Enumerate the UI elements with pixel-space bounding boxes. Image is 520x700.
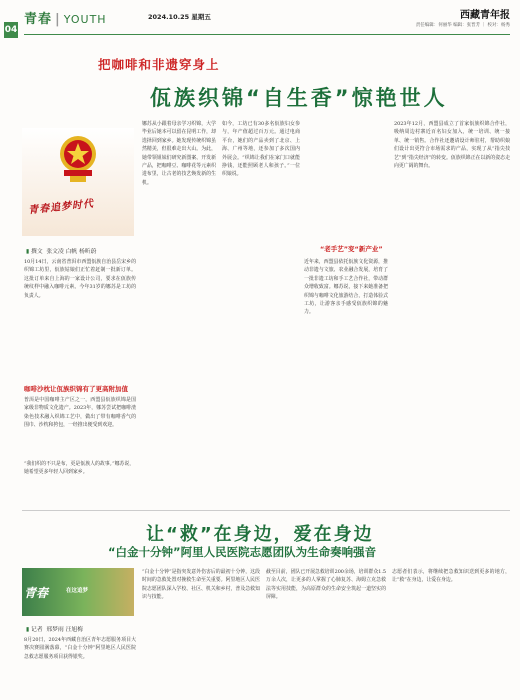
article1-subhead-2: “老手艺”变“新产业”	[320, 245, 383, 253]
byline-role: 记者	[31, 627, 43, 633]
article1-column-2: 娜苏从小跟着母亲学习织锦，大学毕业后她本可以留在昆明工作，却选择回到家乡。她发现传统织锦虽然精美，但很难走出大山。为此，她带领姐妹们研究新图案、开发新产品，把咖啡豆、咖啡花等元素织进布里，让古老的技艺焕发新的生机。	[142, 121, 216, 186]
article2-subheadline: “白金十分钟”阿里人民医院志愿团队为生命奏响强音	[108, 545, 377, 559]
page-number: 04	[4, 22, 18, 38]
article2-column-2: “白金十分钟”是指突发意外伤害后的最初十分钟，这段时间的急救处置对挽救生命至关重要。阿里地区人民医院志愿团队深入学校、社区、机关和乡村，普及急救知识与技能。	[142, 569, 260, 601]
photo-caption-sub: 在这追梦	[66, 588, 89, 594]
article1-subhead-1: 咖啡沙枕让佤族织锦有了更高附加值	[24, 385, 128, 393]
article2-column-4: 志愿者们表示，将继续把急救知识送到更多的地方，让“救”在身边，让爱在身边。	[392, 569, 510, 584]
photo-caption-title: 青春	[24, 586, 49, 600]
article1-column-1b: 普洱是中国咖啡主产区之一，西盟县佤族织锦是国家级非物质文化遗产。2023年，娜苏尝试把咖啡渣染色技术融入织锦工艺中，做出了带有咖啡香气的围巾、沙枕和挎包，一经推出便受到欢迎。	[24, 397, 136, 429]
article2-column-1: 8月20日，2024年西藏自治区青年志愿服务项目大赛决赛圆满落幕，“白金十分钟”阿里地区人民医院急救志愿服务项目获得银奖。	[24, 637, 136, 660]
section-name-en: YOUTH	[63, 13, 107, 26]
masthead: 西藏青年报	[460, 10, 510, 21]
youth-emblem-graphic	[22, 128, 134, 236]
article1-kicker: 把咖啡和非遗穿身上	[98, 57, 220, 72]
section-name-cn: 青春	[24, 12, 53, 27]
page-header	[0, 0, 520, 44]
editor-credits: 责任编辑：何丽华 编辑：张晋芳 ｜ 校对：杨秀	[415, 23, 510, 28]
header-rule	[24, 34, 510, 35]
section-brand: 青春 | YOUTH	[24, 12, 107, 27]
article2-column-3: 截至目前，团队已开展急救培训200余场，培训群众1.5万余人次，让更多的人掌握了心肺复苏、海姆立克急救法等实用技能，为高原群众的生命安全筑起一道坚实的屏障。	[266, 569, 386, 601]
article1-column-1: 10月14日，云南省普洱市西盟佤族自治县岳宋乡的织锦工坊里，佤族姑娘们正忙着赶制一批新订单。这批订单来自上海的一家设计公司，要求在佤族传统纹样中融入咖啡元素。今年31岁的娜苏是工坊的负责人。	[24, 259, 136, 299]
logo-slogan: 青春追梦时代	[27, 198, 95, 217]
article1-column-3: 如今，工坊已有30多名佤族妇女参与，年产值超过百万元。通过电商平台，她们的产品卖到了北京、上海、广州等地，还参加了多次国内外展会。“织锦让我们在家门口就能挣钱，还能照顾老人和孩子。”一位织娘说。	[222, 121, 300, 178]
article2-headline: 让“救”在身边，爱在身边	[146, 524, 374, 545]
article1-column-4: 近年来，西盟县依托佤族文化资源，推动非遗与文旅、农业融合发展，培育了一批非遗工坊和手工艺合作社，带动群众增收致富。娜苏说，接下来她准备把织锦与咖啡文化旅游结合，打造体验式工坊，让游客亲手感受佤族织锦的魅力。	[304, 259, 388, 316]
article1-byline: ▮ 撰文 张文凌 白帆 杨昕蔚	[26, 249, 97, 255]
issue-date: 2024.10.25 星期五	[148, 13, 211, 21]
youth-league-emblem-icon	[56, 134, 100, 184]
section-divider	[22, 510, 510, 511]
article1-quote: “我们织的不只是布，更是佤族人的故事。”娜苏说，她希望更多年轻人回到家乡。	[24, 461, 135, 476]
byline-role: 撰文	[31, 249, 43, 255]
byline-names: 邢梦雨 汪旭梅	[46, 627, 83, 633]
article2-byline: ▮ 记者 邢梦雨 汪旭梅	[26, 627, 83, 633]
article1-headline: 佤族织锦“自生香”惊艳世人	[150, 86, 448, 110]
article1-column-5: 2023年12月，西盟县成立了首家佤族织锦合作社，吸纳周边村寨近百名妇女加入，统一培训、统一接单、统一销售。合作社还邀请设计师驻村，帮助织娘们设计出更符合市场需求的产品，实现了从“指尖技艺”到“指尖经济”的转变。佤族织锦正在以新的姿态走向更广阔的舞台。	[394, 121, 510, 170]
byline-names: 张文凌 白帆 杨昕蔚	[46, 249, 97, 255]
